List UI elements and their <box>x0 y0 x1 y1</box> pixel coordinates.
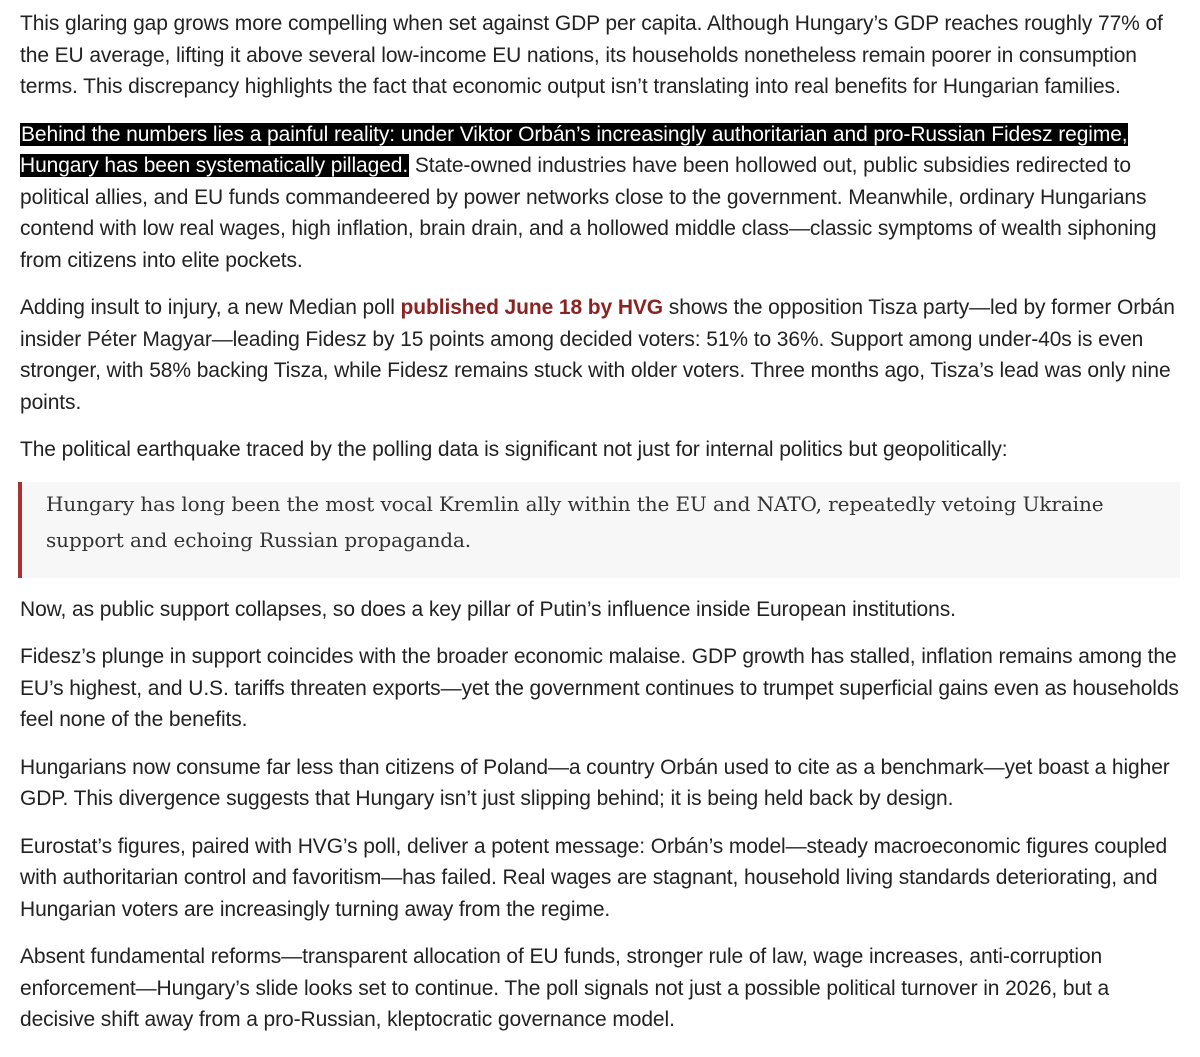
paragraph-eurostat-message: Eurostat’s figures, paired with HVG’s poll, deliver a potent message: Orbán’s model—steady macroeconomic figures coupled with authoritarian control and favoritism—has failed. Real wages are stagnant, household living standards deteriorating, and Hungarian voters are increasingly turning away from the regime. <box>20 834 1168 921</box>
paragraph-geopolitics: The political earthquake traced by the polling data is significant not just for internal politics but geopolitically: <box>20 438 1008 461</box>
pull-quote-text: Hungary has long been the most vocal Kremlin ally within the EU and NATO, repeatedly vetoing Ukraine support and echoing Russian propaganda. <box>46 491 1104 552</box>
paragraph-pillaged-rest: State-owned industries have been hollowed out, public subsidies redirected to political allies, and EU funds commandeered by power networks close to the government. Meanwhile, ordinary Hungarians contend with low real wages, high inflation, brain drain, and a hollowed middle class—classic symptoms of wealth siphoning from citizens into elite pockets. <box>20 154 1157 272</box>
pull-quote <box>18 482 1180 578</box>
paragraph-poll <box>20 292 1180 418</box>
paragraph-gdp-gap: This glaring gap grows more compelling when set against GDP per capita. Although Hungary’s GDP reaches roughly 77% of the EU average, lifting it above several low-income EU nations, its households nonetheless remain poorer in consumption terms. This discrepancy highlights the fact that economic output isn’t translating into real benefits for Hungarian families. <box>20 12 1163 98</box>
paragraph-poland-comparison: Hungarians now consume far less than citizens of Poland—a country Orbán used to cite as a benchmark—yet boast a higher GDP. This divergence suggests that Hungary isn’t just slipping behind; it is being held back by design. <box>20 755 1170 810</box>
article-body <box>20 8 1180 1052</box>
paragraph-economic-malaise: Fidesz’s plunge in support coincides with the broader economic malaise. GDP growth has stalled, inflation remains among the EU’s highest, and U.S. tariffs threaten exports—yet the government continues to trumpet superficial gains even as households feel none of the benefits. <box>20 645 1179 731</box>
paragraph-putin-influence: Now, as public support collapses, so does a key pillar of Putin’s influence inside European institutions. <box>20 597 956 621</box>
paragraph-poll-end: shows the opposition Tisza party—led by former Orbán insider Péter Magyar—leading Fidesz by 15 points among decided voters: 51% to 36%. Support among under-40s is even stronger, with 58% backing Tisza, while Fidesz remains stuck with older voters. Three months ago, Tisza’s lead was only nine points. <box>20 296 1175 414</box>
paragraph-reforms: Absent fundamental reforms—transparent allocation of EU funds, stronger rule of law, wage increases, anti-corruption enforcement—Hungary’s slide looks set to continue. The poll signals not just a possible political turnover in 2026, but a decisive shift away from a pro-Russian, kleptocratic governance model. <box>20 945 1110 1031</box>
hvg-poll-link[interactable]: published June 18 by HVG <box>400 296 664 319</box>
paragraph-poll-start: Adding insult to injury, a new Median poll <box>20 296 395 319</box>
paragraph-pillaged <box>20 119 1180 277</box>
highlighted-text[interactable]: Behind the numbers lies a painful reality: under Viktor Orbán’s increasingly authoritarian and pro-Russian Fidesz regime, Hungary has been systematically pillaged. <box>20 122 1128 177</box>
